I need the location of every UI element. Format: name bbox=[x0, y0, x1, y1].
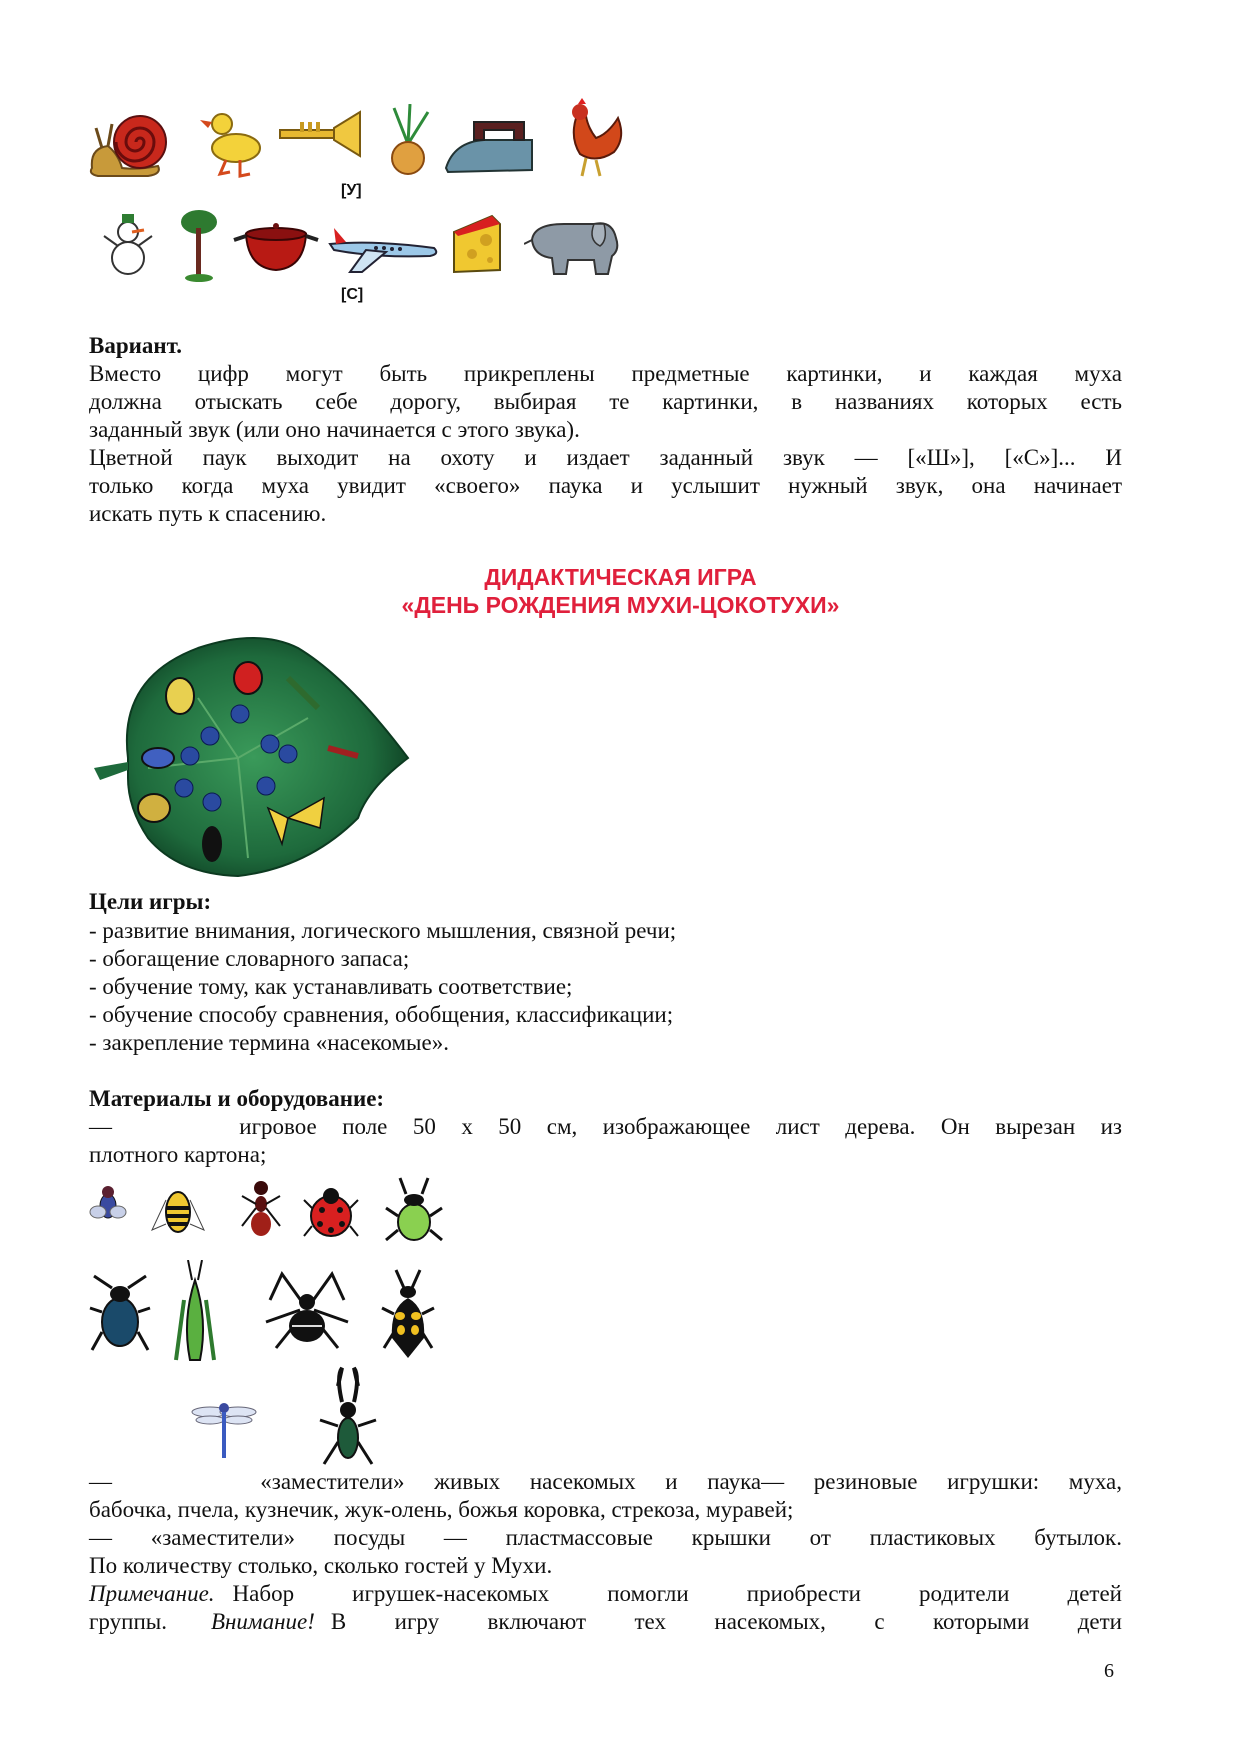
variant-line: Вместо цифр могут быть прикреплены предметные картинки, и каждая муха bbox=[89, 361, 1122, 386]
goal-item: - обучение способу сравнения, обобщения, классификации; bbox=[89, 1002, 674, 1027]
green-beetle-icon bbox=[384, 1176, 444, 1246]
materials-line: — «заместители» посуды — пластмассовые крышки от пластиковых бутылок. bbox=[89, 1525, 1122, 1550]
game-heading-line1: ДИДАКТИЧЕСКАЯ ИГРА bbox=[484, 564, 757, 590]
attention-line-end: В игру включают тех насекомых, с которыми дети bbox=[330, 1609, 1122, 1634]
materials-field-line: плотного картона; bbox=[89, 1142, 267, 1167]
saucepan-icon bbox=[232, 218, 320, 274]
sound-label-u: [У] bbox=[341, 182, 362, 199]
goal-item: - закрепление термина «насекомые». bbox=[89, 1030, 449, 1055]
yellow-spotted-beetle-icon bbox=[380, 1268, 436, 1364]
sound-label-s: [С] bbox=[341, 286, 364, 303]
fly-icon bbox=[88, 1180, 128, 1226]
goal-item: - развитие внимания, логического мышления, связной речи; bbox=[89, 918, 677, 943]
airplane-icon bbox=[326, 222, 442, 278]
ladybug-icon bbox=[302, 1180, 360, 1242]
variant-line: искать путь к спасению. bbox=[89, 501, 327, 526]
attention-label: Внимание! bbox=[210, 1609, 315, 1634]
note-text: Набор игрушек-насекомых помогли приобрести родители детей bbox=[232, 1581, 1122, 1606]
dragonfly-icon bbox=[190, 1398, 258, 1460]
snowman-icon bbox=[92, 208, 162, 278]
snail-icon bbox=[88, 108, 170, 180]
page-number: 6 bbox=[1104, 1660, 1114, 1682]
bee-icon bbox=[148, 1180, 208, 1240]
iron-icon bbox=[444, 112, 536, 176]
note-label: Примечание. bbox=[89, 1581, 215, 1606]
ant-icon bbox=[238, 1176, 284, 1244]
variant-line: Цветной паук выходит на охоту и издает заданный звук — [«Ш»], [«С»]... И bbox=[89, 445, 1122, 470]
blue-beetle-icon bbox=[88, 1272, 152, 1356]
variant-line: должна отыскать себе дорогу, выбирая те картинки, в названиях которых есть bbox=[89, 389, 1122, 414]
variant-line: заданный звук (или оно начинается с этого звука). bbox=[89, 417, 580, 442]
stag-beetle-icon bbox=[316, 1366, 380, 1466]
materials-line: — «заместители» живых насекомых и паука— резиновые игрушки: муха, bbox=[89, 1469, 1122, 1494]
goals-title: Цели игры: bbox=[89, 889, 212, 914]
tree-icon bbox=[178, 208, 220, 284]
variant-line: только когда муха увидит «своего» паука и услышит нужный звук, она начинает bbox=[89, 473, 1122, 498]
cheese-icon bbox=[452, 214, 504, 274]
materials-field-line: — игровое поле 50 х 50 см, изображающее лист дерева. Он вырезан из bbox=[89, 1114, 1122, 1139]
rooster-icon bbox=[556, 98, 628, 182]
variant-title: Вариант. bbox=[89, 333, 182, 358]
materials-line: По количеству столько, сколько гостей у Мухи. bbox=[89, 1553, 553, 1578]
leaf-game-board-image bbox=[88, 618, 410, 880]
materials-title: Материалы и оборудование: bbox=[89, 1086, 385, 1111]
duck-icon bbox=[200, 106, 266, 178]
attention-line-start: группы. bbox=[89, 1609, 167, 1634]
note-line bbox=[89, 1580, 1122, 1608]
goal-item: - обучение тому, как устанавливать соответствие; bbox=[89, 974, 573, 999]
trumpet-icon bbox=[278, 110, 364, 160]
onion-icon bbox=[384, 104, 434, 180]
game-heading-line2: «ДЕНЬ РОЖДЕНИЯ МУХИ-ЦОКОТУХИ» bbox=[401, 592, 840, 618]
spider-icon bbox=[262, 1270, 352, 1354]
elephant-icon bbox=[524, 210, 624, 278]
materials-line: бабочка, пчела, кузнечик, жук-олень, божья коровка, стрекоза, муравей; bbox=[89, 1497, 794, 1522]
goal-item: - обогащение словарного запаса; bbox=[89, 946, 410, 971]
grasshopper-icon bbox=[170, 1260, 220, 1364]
attention-line bbox=[89, 1608, 1122, 1636]
